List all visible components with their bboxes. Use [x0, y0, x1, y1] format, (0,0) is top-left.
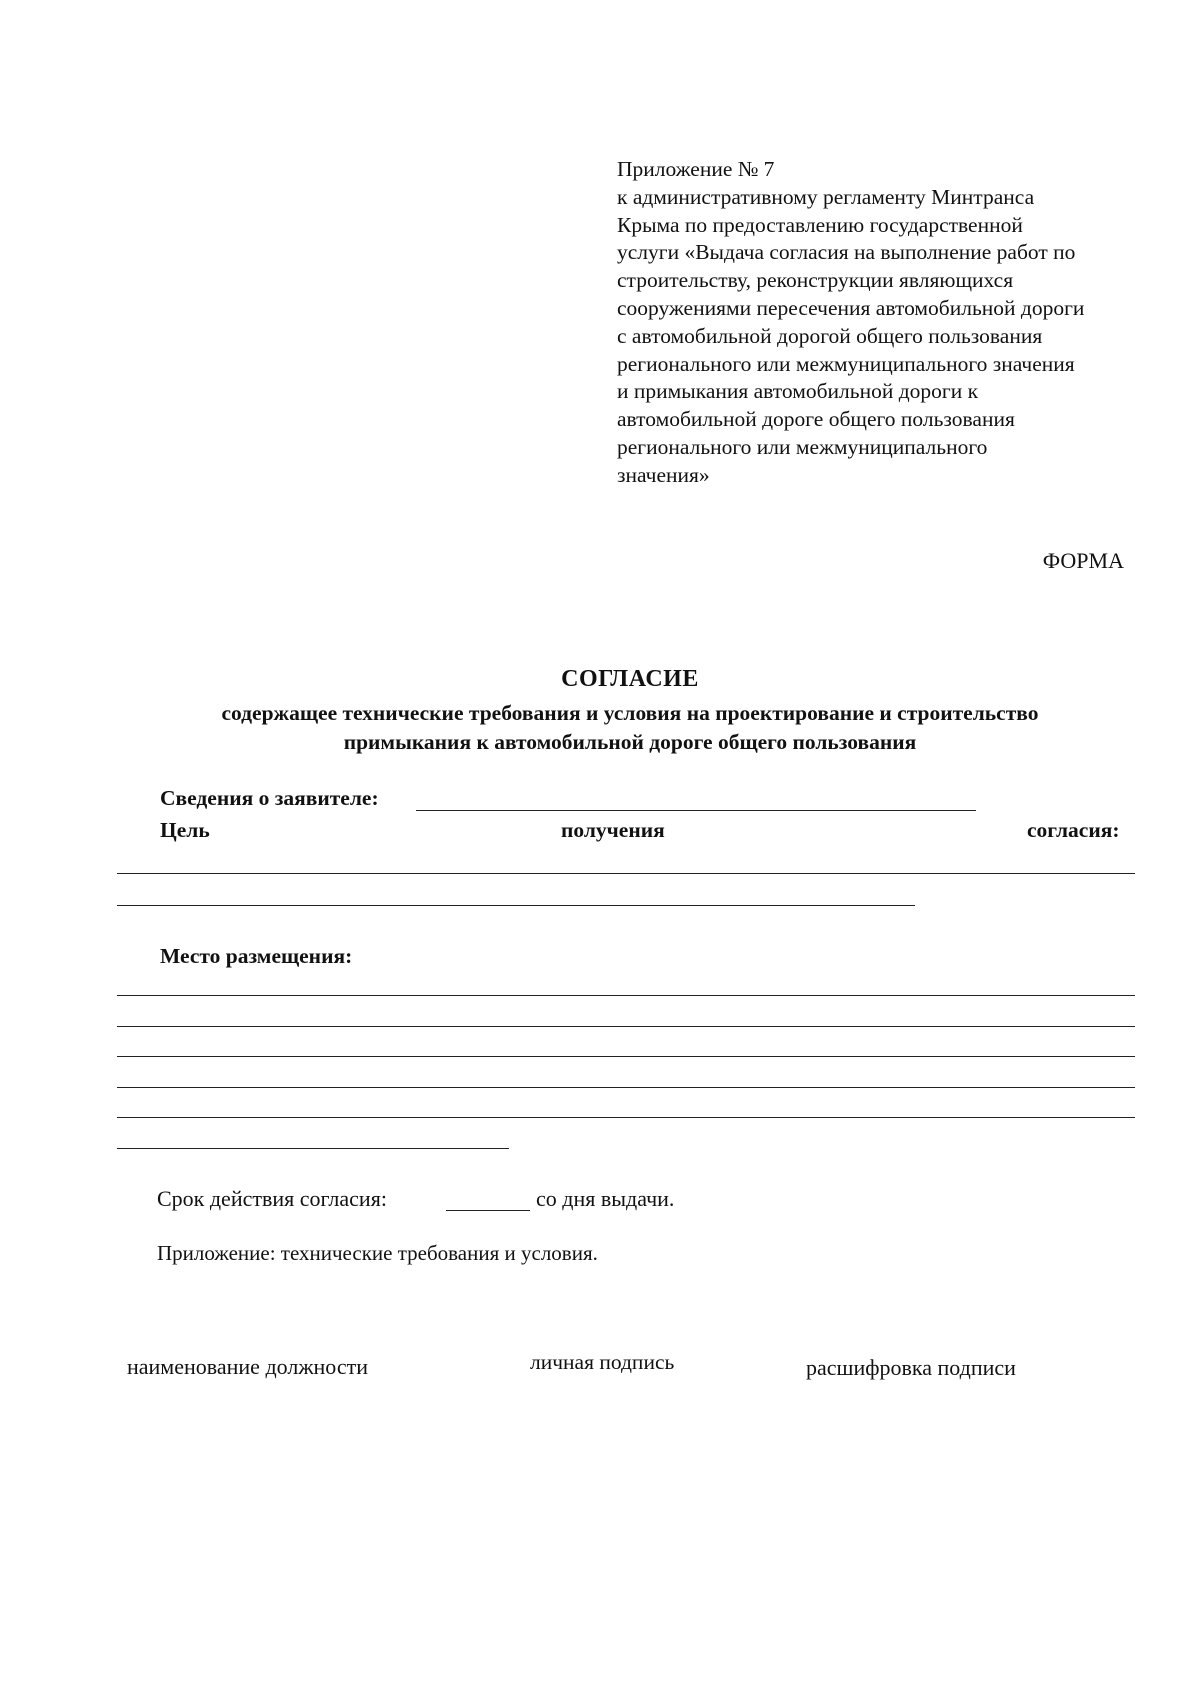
annex-line: и примыкания автомобильной дороги к	[617, 379, 979, 404]
location-field-line[interactable]	[117, 1026, 1135, 1027]
validity-field-line[interactable]	[446, 1210, 530, 1211]
location-label: Место размещения:	[160, 944, 353, 968]
annex-line: строительству, реконструкции являющихся	[617, 268, 1014, 293]
location-field-line[interactable]	[117, 1087, 1135, 1088]
purpose-label-word: согласия:	[1027, 818, 1120, 842]
validity-suffix: со дня выдачи.	[536, 1186, 675, 1211]
signature-caption: личная подпись	[530, 1350, 675, 1374]
annex-line: Крыма по предоставлению государственной	[617, 212, 1023, 237]
annex-line: регионального или межмуниципального	[617, 434, 988, 459]
annex-line: Приложение № 7	[617, 157, 775, 181]
location-field-line[interactable]	[117, 995, 1135, 996]
annex-line: услуги «Выдача согласия на выполнение работ по	[617, 240, 1076, 265]
location-field-line[interactable]	[117, 1056, 1135, 1057]
validity-label: Срок действия согласия:	[157, 1186, 387, 1211]
annex-header	[617, 156, 1137, 490]
attachment-note: Приложение: технические требования и условия.	[157, 1241, 598, 1265]
document-title: СОГЛАСИЕ	[561, 666, 699, 692]
annex-line: регионального или межмуниципального значения	[617, 351, 1075, 376]
signature-position-caption: наименование должности	[127, 1354, 369, 1379]
document-subtitle-line: содержащее технические требования и условия на проектирование и строительство	[221, 701, 1039, 725]
signature-decoding-caption: расшифровка подписи	[806, 1355, 1016, 1380]
applicant-field-line[interactable]	[416, 810, 976, 811]
purpose-field-line[interactable]	[117, 905, 915, 906]
form-label: ФОРМА	[1042, 548, 1124, 573]
annex-line: сооружениями пересечения автомобильной дороги	[617, 295, 1085, 320]
annex-line: с автомобильной дорогой общего пользования	[617, 323, 1043, 348]
applicant-label: Сведения о заявителе:	[160, 786, 379, 810]
annex-line: значения»	[617, 462, 710, 487]
purpose-label-word: Цель	[160, 818, 210, 842]
location-field-line[interactable]	[117, 1148, 509, 1149]
annex-line: к административному регламенту Минтранса	[617, 184, 1035, 209]
annex-line: автомобильной дороге общего пользования	[617, 407, 1015, 432]
purpose-field-line[interactable]	[117, 873, 1135, 874]
purpose-label-word: получения	[561, 818, 665, 842]
location-field-line[interactable]	[117, 1117, 1135, 1118]
document-subtitle-line: примыкания к автомобильной дороге общего пользования	[343, 730, 917, 754]
